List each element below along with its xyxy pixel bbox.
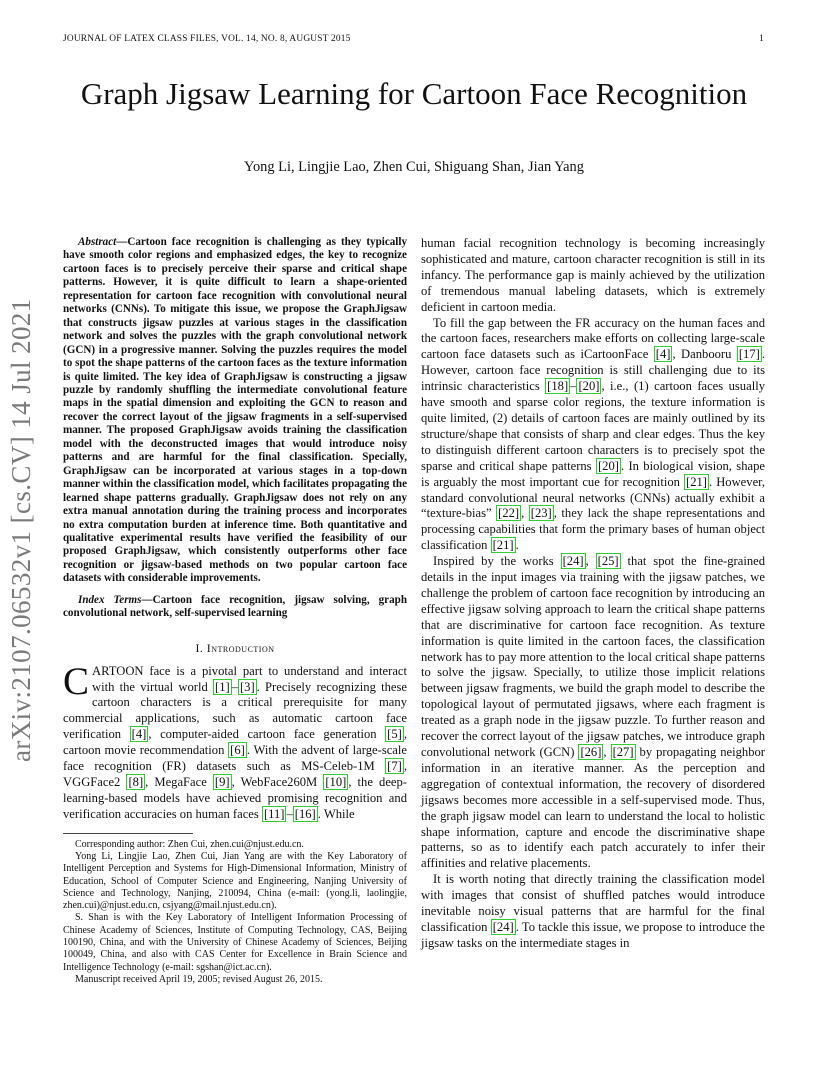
citation-link[interactable]: [4] [131,727,147,742]
arxiv-identifier: arXiv:2107.06532v1 [cs.CV] 14 Jul 2021 [6,298,36,762]
body-text: – [286,806,293,821]
body-text: , WebFace260M [231,774,324,789]
citation-link[interactable]: [18] [547,379,569,394]
index-terms-text: —Cartoon face recognition, jigsaw solving, graph convolutional network, self-supervised learning [63,593,407,620]
body-paragraph-4 [421,872,765,952]
citation-link[interactable]: [25] [597,554,619,569]
paper-authors: Yong Li, Lingjie Lao, Zhen Cui, Shiguang Shan, Jian Yang [244,159,584,175]
body-text: , [585,554,596,569]
drop-cap: C [63,659,90,703]
citation-link[interactable]: [1] [215,679,230,694]
left-column [63,236,407,986]
body-text: by propagating neighbor information in an iterative manner. As the perception and aggregation of contextual information, the recovery of disordered jigsaws becomes more accessible in a self-supervised mode. Thus, the graph jigsaw model can learn to understand the local to holistic shape information, capture and encode the discriminative shape patterns, so as to identify each patch accurately to infer their affinities and relative placements. [421,745,765,871]
paper-title: Graph Jigsaw Learning for Cartoon Face Recognition [80,76,748,111]
section-heading-introduction: I. Introduction [195,640,275,655]
body-paragraph-2 [421,316,765,555]
body-text: . Precisely recognizing these cartoon characters is a critical prerequisite for many commercial applications, such as automatic cartoon face verification [63,679,408,742]
citation-link[interactable]: [4] [655,347,671,362]
body-text: . However, standard convolutional neural networks (CNNs) actually exhibit a “texture-bias” [421,474,766,521]
body-text: ARTOON face is a pivotal part to understand and interact with the virtual world [92,663,407,694]
running-head [63,34,764,44]
abstract-label: Abstract [78,236,117,248]
citation-link[interactable]: [10] [325,774,347,789]
citation-link[interactable]: [16] [294,806,316,821]
page-number: 1 [759,34,764,44]
citation-link[interactable]: [24] [492,919,514,934]
citation-link[interactable]: [5] [387,727,402,742]
body-text: , i.e., (1) cartoon faces usually have smooth and sparse color regions, the texture information is quite limited, (2) details of cartoon faces are mainly outlined by its structure/shape that consists of sharp and clear edges. Thus the key to distinguish different cartoon characters is to precisely spot the sparse and critical shape patterns [421,379,765,473]
body-text: , [603,745,611,759]
body-text: Inspired by the works [433,554,561,569]
body-text: , Danbooru [672,347,737,362]
body-text: . [515,538,519,553]
body-text: that spot the fine-grained details in the input images via training with the jigsaw patches, we challenge the problem of cartoon face recognition by introducing an effective jigsaw solving approach to learn the critical shape patterns that are discriminative for cartoon face recognition. As texture information is quite limited in the cartoon faces, the classification network has to pay more attention to the local critical shape patterns to solve the jigsaw. Specially, to utilize those implicit relations between jigsaw fragments, we build the graph model to describe the topological layout of permutated jigsaws, where each fragment is treated as a graph node in the jigsaw puzzle. To further reason and recover the correct layout of the jigsaw patches, we introduce graph convolutional network (GCN) [421,554,765,759]
abstract-text: —Cartoon face recognition is challenging as they typically have smooth color regions and emphasized edges, the key to recognize cartoon faces is to precisely perceive their sparse and critical shape patterns. However, it is quite difficult to learn a shape-oriented representation for cartoon face recognition with convolutional neural networks (CNNs). To mitigate this issue, we propose the GraphJigsaw that constructs jigsaw puzzles at various stages in the classification network and solves the puzzles with the graph convolutional network (GCN) in a progressive manner. Solving the puzzles requires the model to spot the shape patterns of the cartoon faces as the texture information is quite limited. The key idea of GraphJigsaw is constructing a jigsaw puzzle by randomly shuffling the intermediate convolutional feature maps in the spatial dimension and exploiting the GCN to reason and recover the correct layout of the jigsaw fragments in a self-supervised manner. The proposed GraphJigsaw avoids training the classification model with the deconstructed images that would introduce noisy patterns and are harmful for the final classification. Specially, GraphJigsaw can be incorporated at various stages in a top-down manner within the classification model, which facilitates propagating the learned shape patterns gradually. GraphJigsaw does not rely on any extra manual annotation during the training process and incorporates no extra computation burden at inference time. Both quantitative and qualitative experimental results have verified the feasibility of our proposed GraphJigsaw, which consistently outperforms other face recognition or jigsaw-based methods on two popular cartoon face datasets with considerable improvements. [63,236,407,585]
body-text: human facial recognition technology is becoming increasingly sophisticated and mature, cartoon character recognition is still in its infancy. The performance gap is mainly achieved by the utilization of tremendous manual labeling datasets, which is extremely deficient in cartoon media. [421,236,765,314]
citation-link[interactable]: [27] [612,745,634,759]
body-text: . To tackle this issue, we propose to introduce the jigsaw tasks on the intermediate stages in [421,919,766,950]
footnote-affiliation-cas: S. Shan is with the Key Laboratory of Intelligent Information Processing of Chinese Academy of Sciences, Institute of Computing Technology, CAS, Beijing 100190, China, and with the University of Chinese Academy of Sciences, Beijing 100049, China, and also with CAS Center for Excellence in Brain Science and Intelligence Technology (e-mail: sgshan@ict.ac.cn). [63,912,407,973]
footnote-manuscript: Manuscript received April 19, 2005; revised August 26, 2015. [75,973,323,985]
citation-link[interactable]: [22] [498,506,520,521]
body-text: , [521,506,529,521]
footnote-affiliation-njust: Yong Li, Lingjie Lao, Zhen Cui, Jian Yang are with the Key Laboratory of Intelligent Perception and Systems for High-Dimensional Information, Ministry of Education, School of Computer Science and Engineering, Nanjing University of Science and Technology, Nanjing, 210094, China (e-mail: (yong.li, laolingjie, zhen.cui)@njust.edu.cn, csjyang@mail.njust.edu.cn). [63,850,407,912]
index-terms [63,594,407,621]
body-text: , computer-aided cartoon face generation [148,727,386,742]
right-column [421,236,765,952]
body-text: , the deep-learning-based models have achieved promising recognition and verification accuracies on human faces [63,774,407,821]
citation-link[interactable]: [9] [214,774,230,789]
body-text: , VGGFace2 [63,759,407,789]
citation-link[interactable]: [8] [128,774,144,789]
index-terms-label: Index Terms [78,593,142,606]
citation-link[interactable]: [20] [578,379,600,394]
citation-link[interactable]: [21] [492,538,514,553]
body-text: – [570,379,577,394]
citation-link[interactable]: [6] [230,743,245,758]
body-text: , cartoon movie recommendation [63,727,407,758]
body-text: . However, cartoon face recognition is still challenging due to its intrinsic characteristics [421,347,765,394]
citation-link[interactable]: [23] [530,506,552,521]
citation-link[interactable]: [7] [387,759,402,774]
citation-link[interactable]: [11] [263,806,285,821]
intro-paragraph-1 [63,659,408,823]
body-text: . In biological vision, shape is arguably the most important cue for recognition [421,458,765,489]
citation-link[interactable]: [26] [580,745,602,759]
body-paragraph-1 [421,236,765,316]
body-text: , MegaFace [145,774,213,789]
body-paragraph-3 [421,554,765,872]
footnote-corresponding: Corresponding author: Zhen Cui, zhen.cui@njust.edu.cn. [75,838,304,850]
citation-link[interactable]: [24] [562,554,584,569]
abstract [63,236,407,586]
citation-link[interactable]: [3] [239,679,255,694]
footnote-rule [63,833,193,834]
citation-link[interactable]: [20] [597,458,619,473]
body-text: It is worth noting that directly training the classification model with images that consist of shuffled patches would introduce inevitable noisy visual patterns that are harmful for the final classification [421,872,765,934]
body-text: . While [317,806,355,821]
body-text: . With the advent of large-scale face recognition (FR) datasets such as MS-Celeb-1M [63,743,407,774]
body-text: , they lack the shape representations and processing capabilities that form the primary bases of human object classification [421,506,765,553]
body-text: To fill the gap between the FR accuracy on the human faces and the cartoon faces, researchers make efforts on collecting large-scale cartoon face datasets such as iCartoonFace [421,315,765,362]
journal-name: JOURNAL OF LATEX CLASS FILES, VOL. 14, NO. 8, AUGUST 2015 [63,34,351,44]
body-text: – [231,679,238,694]
citation-link[interactable]: [17] [738,347,760,362]
citation-link[interactable]: [21] [686,474,707,489]
